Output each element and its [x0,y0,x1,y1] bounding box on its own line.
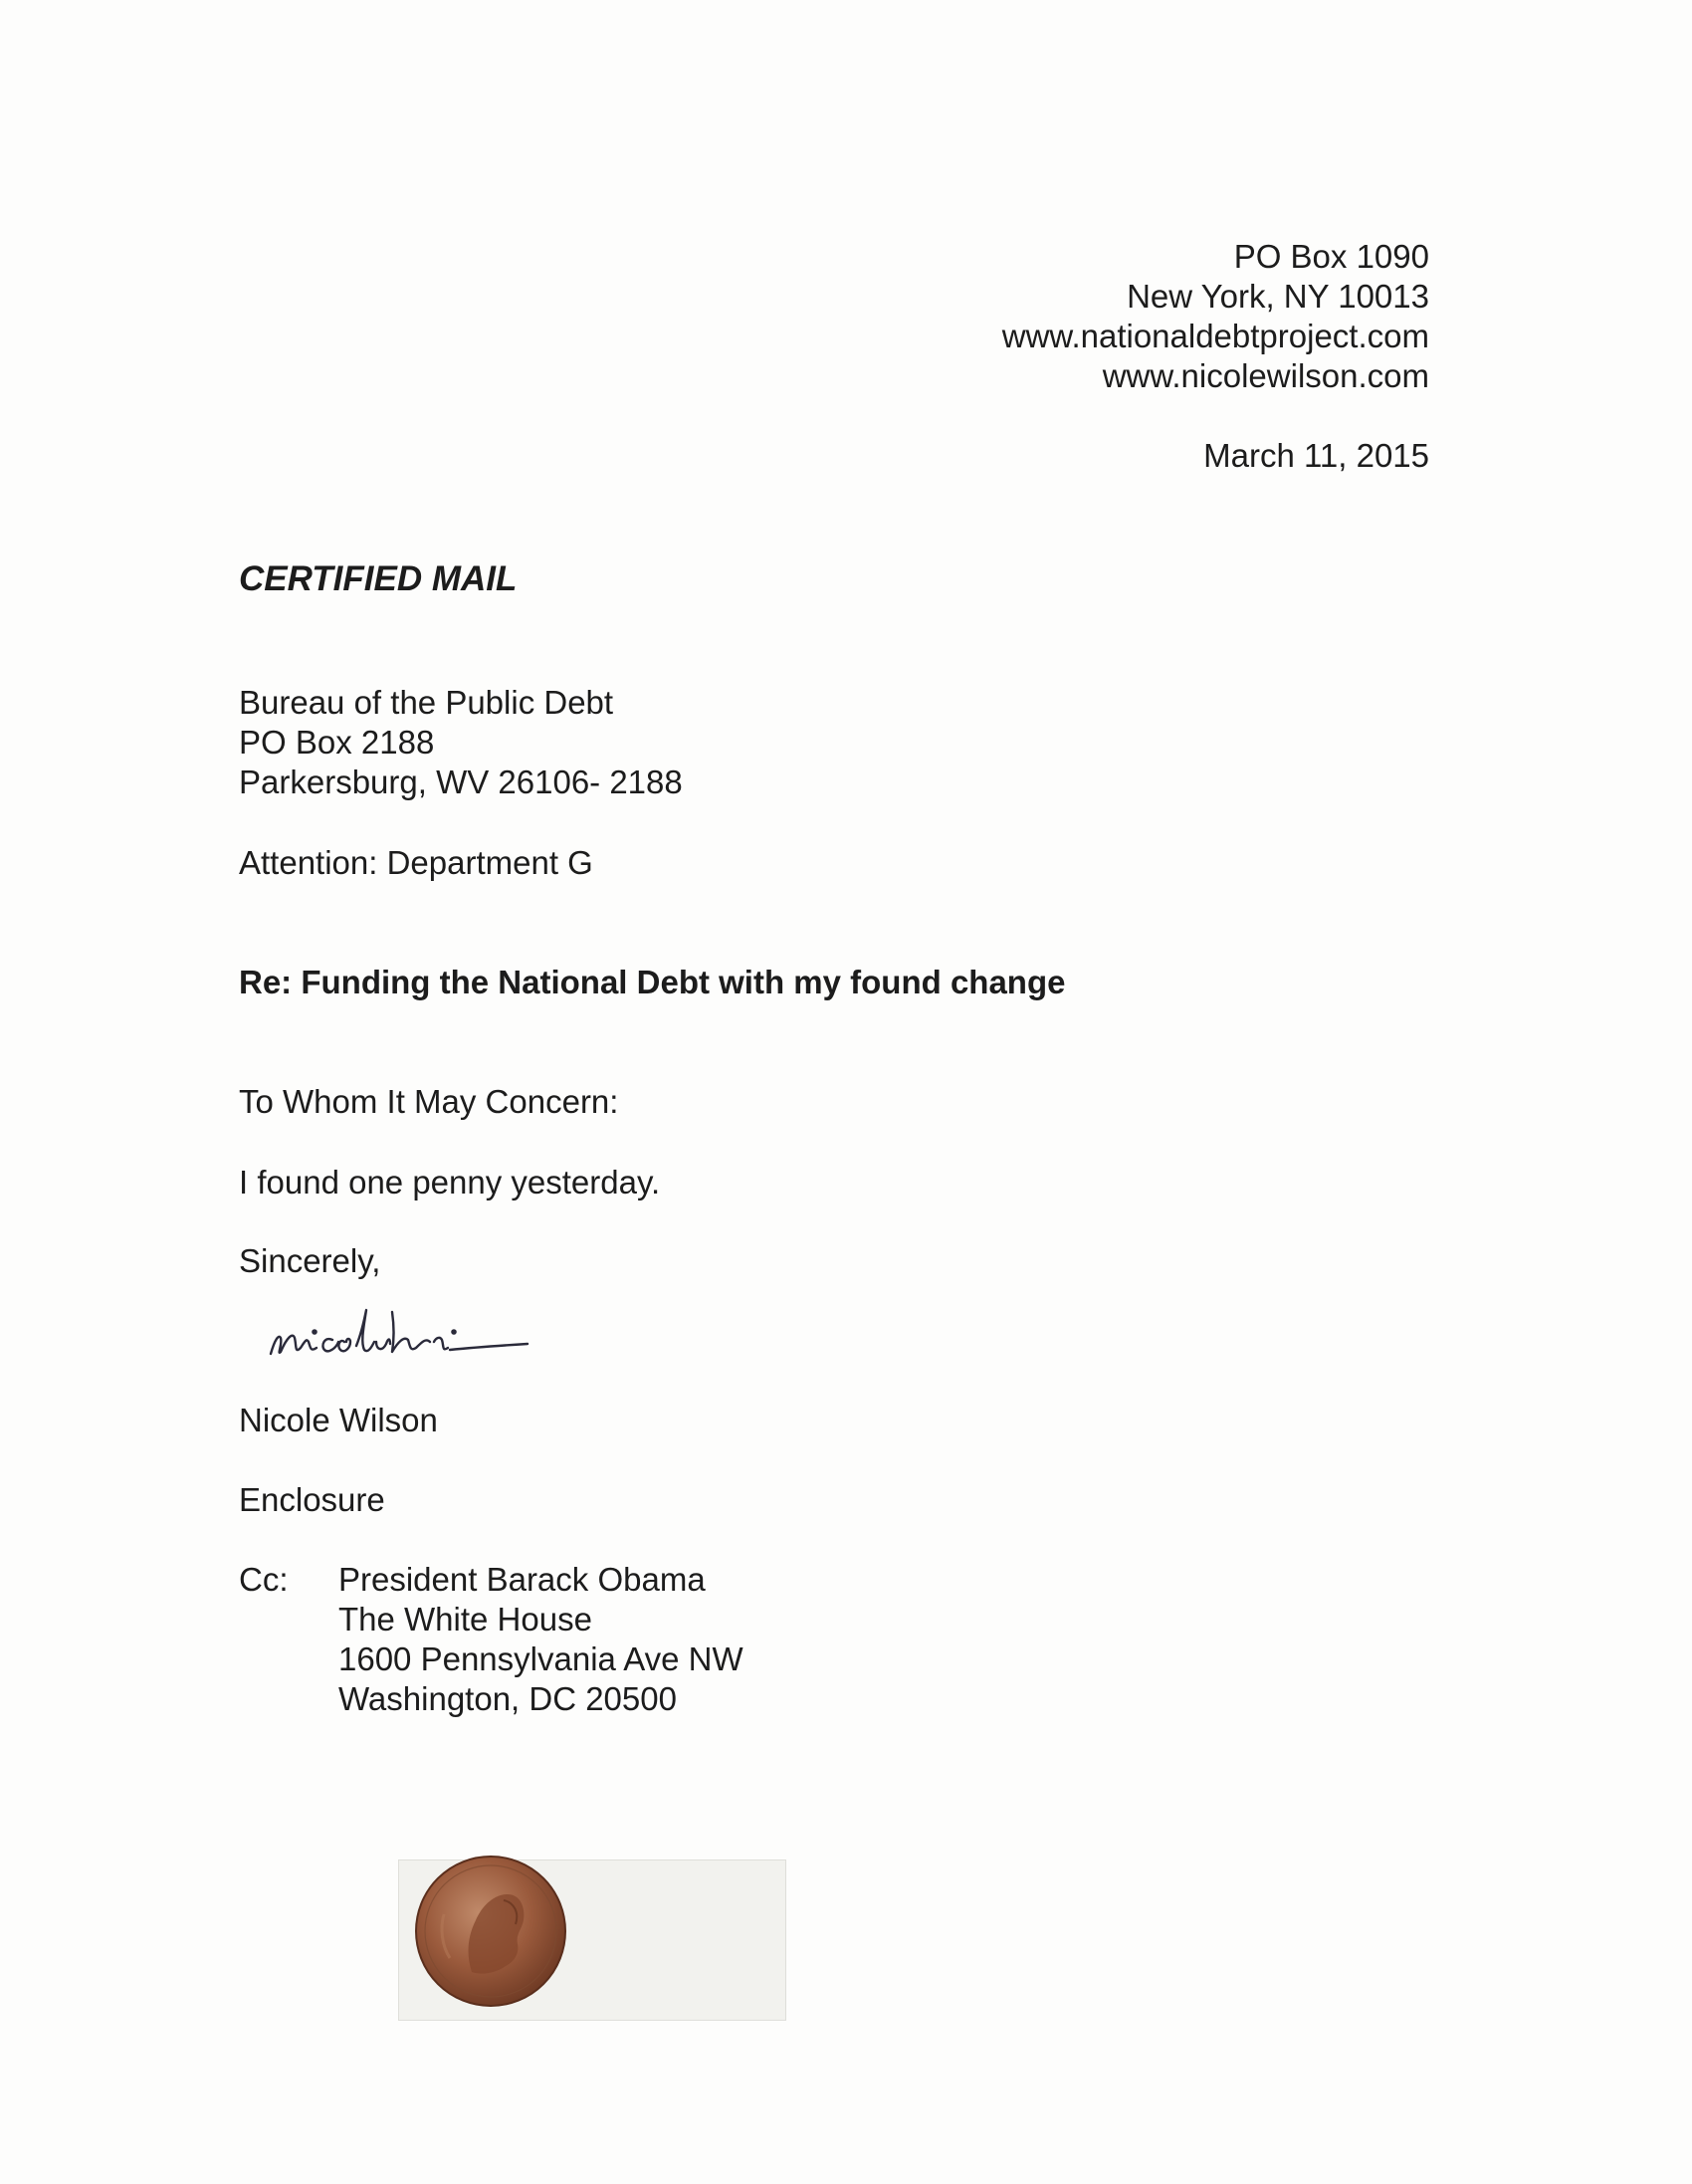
sender-website-personal: www.nicolewilson.com [1102,357,1429,394]
subject-line: Re: Funding the National Debt with my found change [239,964,1066,1000]
letter-body: I found one penny yesterday. [239,1164,661,1201]
penny-coin [414,1855,567,2008]
salutation: To Whom It May Concern: [239,1083,619,1120]
recipient-address [239,683,683,802]
attention-line: Attention: Department G [239,844,593,881]
sender-address [1002,237,1429,396]
recipient-po-box: PO Box 2188 [239,724,435,761]
letter-date: March 11, 2015 [1203,437,1429,474]
cc-city: Washington, DC 20500 [338,1680,677,1717]
cc-street: 1600 Pennsylvania Ave NW [338,1640,743,1677]
handwritten-signature [261,1276,559,1376]
cc-organization: The White House [338,1601,592,1638]
enclosure-note: Enclosure [239,1481,385,1518]
cc-label: Cc: [239,1561,289,1598]
sender-city: New York, NY 10013 [1127,278,1429,315]
sender-website-project: www.nationaldebtproject.com [1001,318,1429,354]
cc-recipient [338,1560,743,1719]
signer-name: Nicole Wilson [239,1402,438,1438]
recipient-name: Bureau of the Public Debt [239,684,614,721]
sender-po-box: PO Box 1090 [1233,238,1429,275]
cc-name: President Barack Obama [338,1561,706,1598]
closing: Sincerely, [239,1242,381,1279]
recipient-city: Parkersburg, WV 26106- 2188 [239,764,683,800]
delivery-method: CERTIFIED MAIL [239,559,518,598]
